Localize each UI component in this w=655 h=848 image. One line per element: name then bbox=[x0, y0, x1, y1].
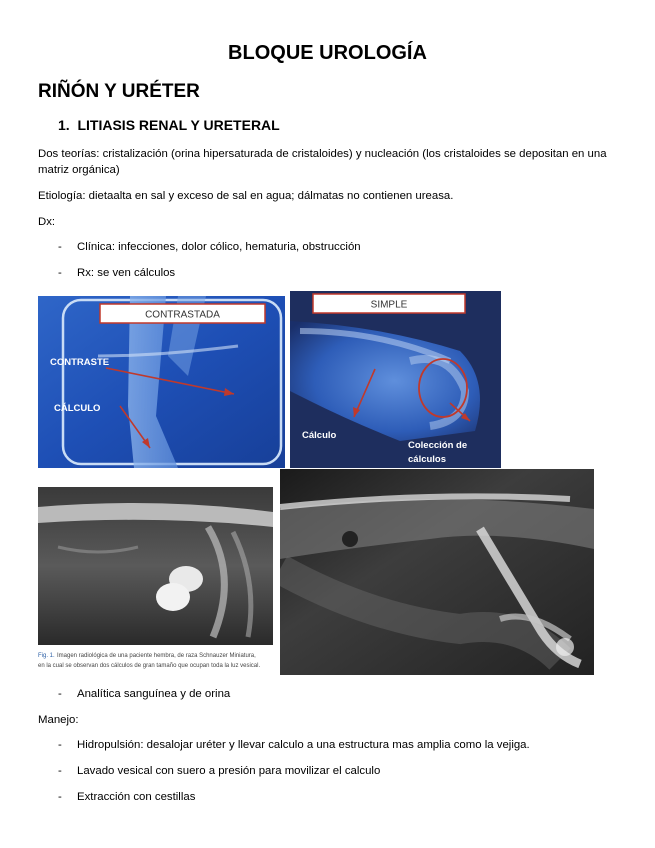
collection-label-line1: Colección de bbox=[408, 440, 468, 451]
theories-paragraph: Dos teorías: cristalización (orina hipersaturada de cristaloides) y nucleación (los cristaloides se depositan en una matriz orgánica) bbox=[38, 148, 607, 176]
management-label: Manejo: bbox=[38, 714, 79, 726]
contrast-label: CONTRASTE bbox=[50, 357, 110, 368]
calculus-label: Cálculo bbox=[302, 430, 337, 441]
figure-caption-line1: Imagen radiológica de una paciente hembra, de raza Schnauzer Miniatura, bbox=[57, 653, 256, 659]
collection-label-line2: cálculos bbox=[408, 454, 447, 465]
xray-simple-image bbox=[290, 291, 501, 468]
list-item: - Lavado vesical con suero a presión para movilizar el calculo bbox=[58, 765, 381, 777]
section-heading: RIÑÓN Y URÉTER bbox=[38, 81, 200, 102]
xray-box-label: SIMPLE bbox=[370, 299, 408, 311]
etiology-paragraph: Etiología: dietaalta en sal y exceso de sal en agua; dálmatas no contienen ureasa. bbox=[38, 190, 454, 202]
document-title: BLOQUE UROLOGÍA bbox=[228, 42, 427, 64]
list-item-text: Analítica sanguínea y de orina bbox=[77, 688, 231, 700]
subsection-number: 1. bbox=[58, 117, 70, 133]
figure-caption-line2: en la cual se observan dos cálculos de gran tamaño que ocupan toda la luz vesical. bbox=[38, 663, 261, 669]
xray-lateral-image bbox=[280, 469, 594, 675]
list-item: - Analítica sanguínea y de orina bbox=[58, 688, 231, 700]
list-item-text: Lavado vesical con suero a presión para movilizar el calculo bbox=[77, 765, 381, 777]
list-item-text: Hidropulsión: desalojar uréter y llevar calculo a una estructura mas amplia como la vejiga. bbox=[77, 739, 530, 751]
list-item: - Extracción con cestillas bbox=[58, 791, 196, 803]
calculus-label: CÁLCULO bbox=[54, 403, 101, 414]
xray-schnauzer-image bbox=[38, 487, 273, 673]
list-item-text: Extracción con cestillas bbox=[77, 791, 196, 803]
list-item: - Clínica: infecciones, dolor cólico, hematuria, obstrucción bbox=[58, 241, 361, 253]
subsection-label: LITIASIS RENAL Y URETERAL bbox=[77, 117, 280, 133]
list-item: - Hidropulsión: desalojar uréter y llevar calculo a una estructura mas amplia como la vejiga. bbox=[58, 739, 530, 751]
subsection-heading bbox=[58, 117, 280, 133]
xray-box-label: CONTRASTADA bbox=[145, 309, 220, 321]
list-item-text: Rx: se ven cálculos bbox=[77, 267, 176, 279]
list-item: - Rx: se ven cálculos bbox=[58, 267, 176, 279]
figure-caption-prefix: Fig. 1. bbox=[38, 653, 55, 659]
dx-label: Dx: bbox=[38, 216, 56, 228]
xray-contrast-image bbox=[38, 296, 285, 468]
list-item-text: Clínica: infecciones, dolor cólico, hematuria, obstrucción bbox=[77, 241, 361, 253]
